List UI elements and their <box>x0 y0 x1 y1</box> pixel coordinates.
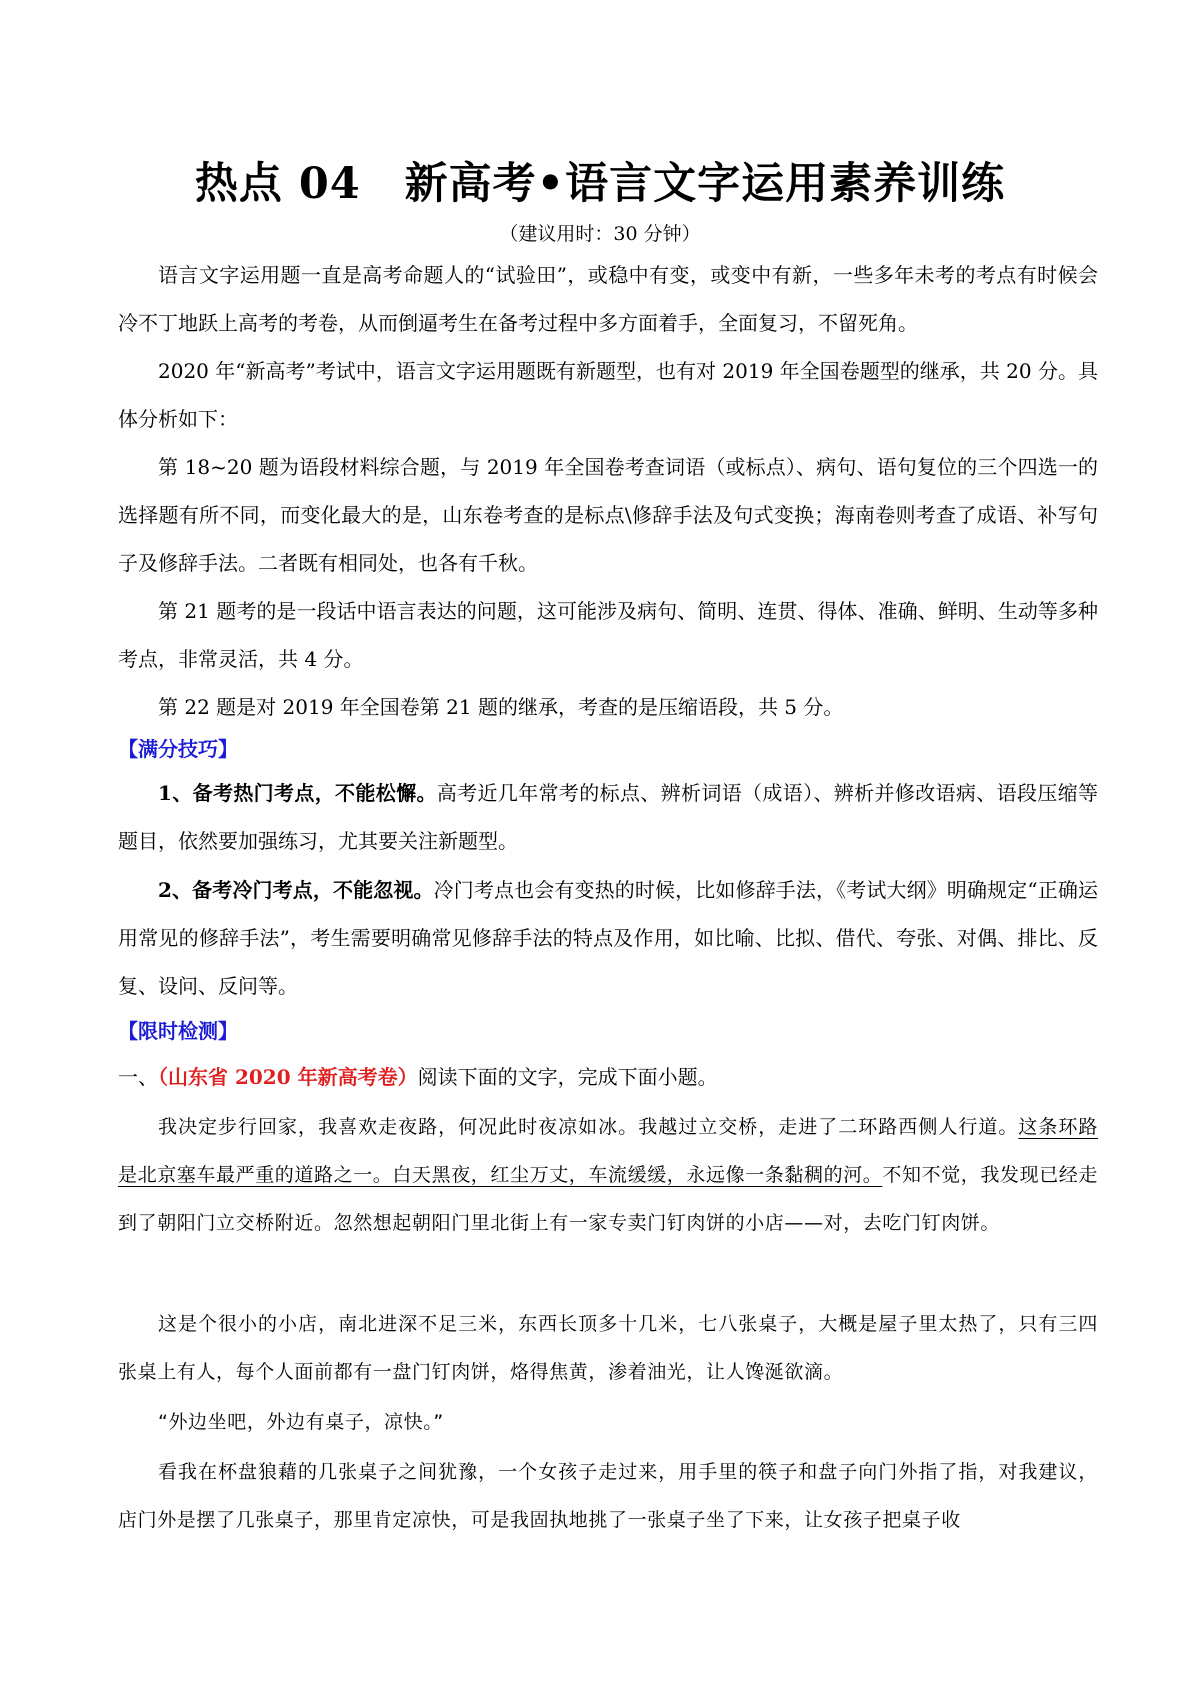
tip-1-text: 高考近几年常考的标点、辨析词语（成语）、辨析并修改语病、语段压缩等题目，依然要加强练习，尤其要关注新题型。 <box>118 781 1098 853</box>
intro-paragraph-3: 第 18~20 题为语段材料综合题，与 2019 年全国卷考查词语（或标点）、病句、语句复位的三个四选一的选择题有所不同，而变化最大的是，山东卷考查的是标点\修辞手法及句式变换；海南卷则考查了成语、补写句子及修辞手法。二者既有相同处，也各有千秋。 <box>118 455 1098 575</box>
story-paragraph-2: 这是个很小的小店，南北进深不足三米，东西长顶多十几米，七八张桌子，大概是屋子里太热了，只有三四张桌上有人，每个人面前都有一盘门钉肉饼，烙得焦黄，渗着油光，让人馋涎欲滴。 <box>118 1313 1098 1383</box>
intro-paragraph-1: 语言文字运用题一直是高考命题人的“试验田”，或稳中有变，或变中有新，一些多年未考的考点有时候会冷不丁地跃上高考的考卷，从而倒逼考生在备考过程中多方面着手，全面复习，不留死角。 <box>118 263 1098 335</box>
story-p1-end: 不知不觉，我发现已经走到了朝阳门立交桥附近。忽然想起朝阳门里北街上有一家专卖门钉肉饼的小店——对，去吃门钉肉饼。 <box>118 1164 1099 1234</box>
intro-paragraph-2: 2020 年“新高考”考试中，语言文字运用题既有新题型，也有对 2019 年全国卷题型的继承，共 20 分。具体分析如下： <box>118 359 1098 431</box>
tip-item-2 <box>118 866 1098 1010</box>
story-paragraph-3: “外边坐吧，外边有桌子，凉快。” <box>158 1411 444 1433</box>
question-1-intro <box>118 1053 1098 1101</box>
story-paragraph-1 <box>118 1103 1098 1247</box>
test-heading <box>118 1007 1098 1055</box>
question-1-number: 一、 <box>118 1065 158 1089</box>
tips-heading <box>118 725 1098 773</box>
story-p1-start: 我决定步行回家，我喜欢走夜路，何况此时夜凉如冰。我越过立交桥，走进了二环路西侧人行道。 <box>158 1116 1019 1138</box>
tip-item-1 <box>118 769 1098 865</box>
tips-heading-text: 【满分技巧】 <box>118 737 238 761</box>
story-p1-underlined: 这条环路是北京塞车最严重的道路之一。白天黑夜，红尘万丈，车流缓缓，永远像一条黏稠的河。 <box>118 1116 1098 1186</box>
question-1-instruction: 阅读下面的文字，完成下面小题。 <box>417 1065 718 1089</box>
intro-paragraph-4: 第 21 题考的是一段话中语言表达的问题，这可能涉及病句、简明、连贯、得体、准确、鲜明、生动等多种考点，非常灵活，共 4 分。 <box>118 599 1098 671</box>
intro-paragraph-5: 第 22 题是对 2019 年全国卷第 21 题的继承，考查的是压缩语段，共 5 分。 <box>158 695 844 719</box>
question-1-source: （山东省 2020 年新高考卷） <box>158 1065 418 1089</box>
tip-2-lead: 2、备考冷门考点，不能忽视。 <box>158 878 434 902</box>
tip-1-lead: 1、备考热门考点，不能松懈。 <box>158 781 437 805</box>
page-title: 热点 04 新高考•语言文字运用素养训练 <box>194 159 1006 209</box>
story-paragraph-4: 看我在杯盘狼藉的几张桌子之间犹豫，一个女孩子走过来，用手里的筷子和盘子向门外指了指，对我建议，店门外是摆了几张桌子，那里肯定凉快，可是我固执地挑了一张桌子坐了下来，让女孩子把桌子收 <box>118 1461 1098 1531</box>
time-suggestion: （建议用时：30 分钟） <box>499 223 701 245</box>
tip-2-text: 冷门考点也会有变热的时候，比如修辞手法，《考试大纲》明确规定“正确运用常见的修辞手法”，考生需要明确常见修辞手法的特点及作用，如比喻、比拟、借代、夸张、对偶、排比、反复、设问、反问等。 <box>118 878 1098 998</box>
test-heading-text: 【限时检测】 <box>118 1019 238 1043</box>
